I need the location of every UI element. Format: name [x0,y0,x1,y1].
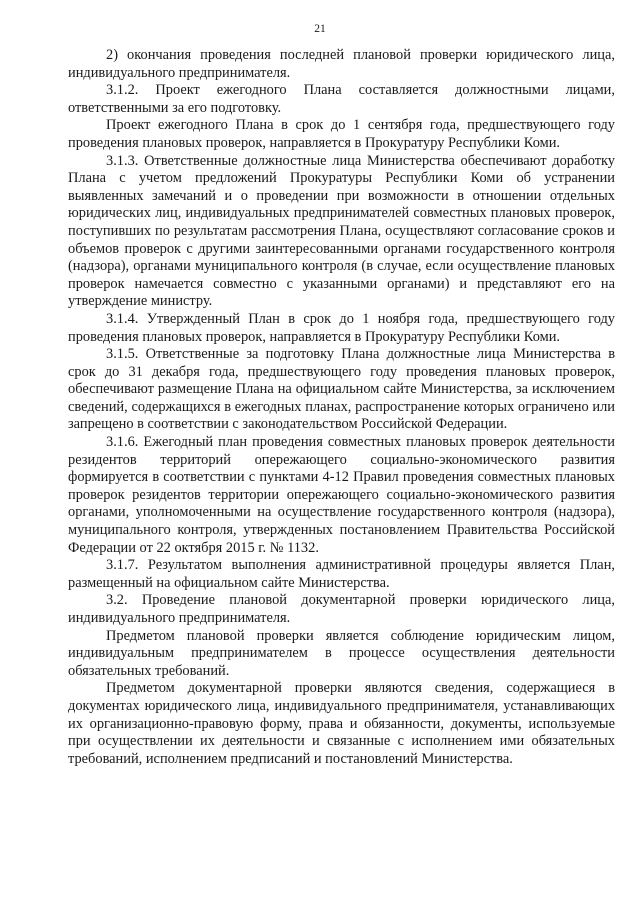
paragraph-3-1-7: 3.1.7. Результатом выполнения административной процедуры является План, размещенный на официальном сайте Министерства. [68,557,615,591]
paragraph-3-2: 3.2. Проведение плановой документарной проверки юридического лица, индивидуального предпринимателя. [68,592,615,626]
paragraph-3-1-6: 3.1.6. Ежегодный план проведения совместных плановых проверок деятельности резидентов территорий опережающего социально-экономического развития формируется в соответствии с пунктами 4-12 Правил проведения совместных плановых проверок резидентов территории опережающего социально-экономического развития органами, уполномоченными на осуществление государственного контроля (надзора), муниципального контроля, утвержденных постановлением Правительства Российской Федерации от 22 октября 2015 г. № 1132. [68,434,615,556]
paragraph-3-1-2: 3.1.2. Проект ежегодного Плана составляется должностными лицами, ответственными за его подготовку. [68,82,615,116]
paragraph-draft-plan-deadline: Проект ежегодного Плана в срок до 1 сентября года, предшествующего году проведения плановых проверок, направляется в Прокуратуру Республики Коми. [68,117,615,151]
paragraph-3-1-3: 3.1.3. Ответственные должностные лица Министерства обеспечивают доработку Плана с учетом предложений Прокуратуры Республики Коми об устранении выявленных замечаний и о проведении при возможности в отношении отдельных юридических лиц, индивидуальных предпринимателей совместных плановых проверок, поступивших по результатам рассмотрения Плана, осуществляют согласование сроков и объемов проверок с другими заинтересованными органами государственного контроля (надзора), органами муниципального контроля (в случае, если осуществление плановых проверок намечается совместно с указанными органами) и представляют его на утверждение министру. [68,152,615,310]
paragraph-3-1-4: 3.1.4. Утвержденный План в срок до 1 ноября года, предшествующего году проведения плановых проверок, направляется в Прокуратуру Республики Коми. [68,310,615,345]
paragraph-3-1-5: 3.1.5. Ответственные за подготовку Плана должностные лица Министерства в срок до 31 декабря года, предшествующего году проведения плановых проверок, обеспечивают размещение Плана на официальном сайте Министерства, за исключением сведений, содержащихся в ежегодных планах, распространение которых ограничено или запрещено в соответствии с законодательством Российской Федерации. [68,346,615,433]
page-number: 21 [314,23,326,35]
paragraph-subject-of-documentary-inspection: Предметом документарной проверки являются сведения, содержащиеся в документах юридического лица, индивидуального предпринимателя, устанавливающих их организационно-правовую форму, права и обязанности, документы, используемые при осуществлении их деятельности и связанные с исполнением ими обязательных требований, исполнением предписаний и постановлений Министерства. [68,680,615,767]
paragraph-subject-of-planned-inspection: Предметом плановой проверки является соблюдение юридическим лицом, индивидуальным предпринимателем в процессе осуществления деятельности обязательных требований. [68,627,615,679]
paragraph-2-end-of-last-inspection: 2) окончания проведения последней плановой проверки юридического лица, индивидуального предпринимателя. [68,47,615,81]
document-body [68,47,615,768]
